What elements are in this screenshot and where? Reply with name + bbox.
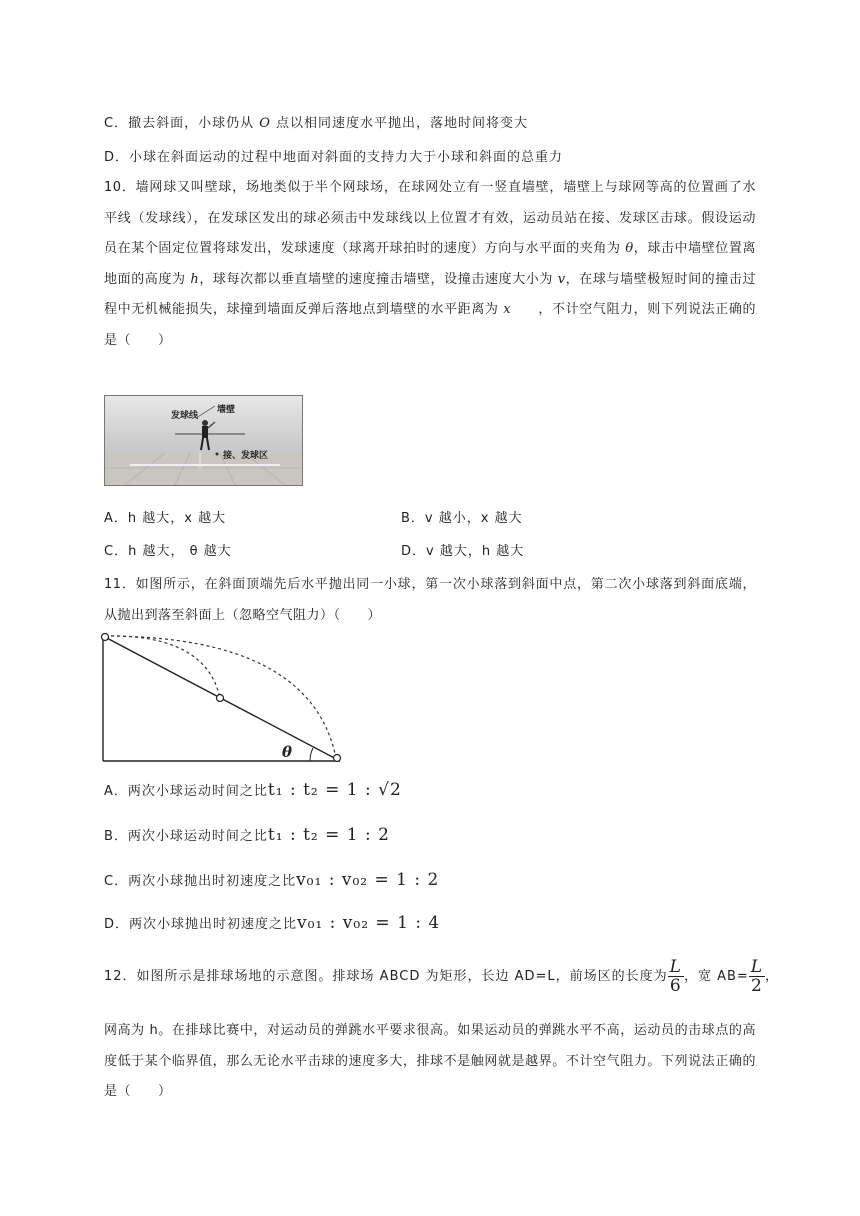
fraction-l-over-6: $\frac{L}{6}$ (669, 957, 682, 996)
option-c-prev: C．撤去斜面，小球仍从 O 点以相同速度水平抛出，落地时间将变大 (104, 116, 529, 131)
ball-bottom (334, 755, 341, 762)
q11-option-a[interactable]: A．两次小球运动时间之比t₁ : t₂ = 1 : √2 (104, 780, 402, 800)
label-serve-line: 发球线 (171, 411, 199, 421)
label-zone: 接、发球区 (223, 451, 269, 461)
label-wall: 墙壁 (217, 405, 236, 415)
q11-option-b[interactable]: B．两次小球运动时间之比t₁ : t₂ = 1 : 2 (104, 825, 390, 845)
q10-option-c[interactable]: C．h 越大， θ 越大 (104, 544, 232, 559)
ball-start (102, 634, 109, 641)
question-12-text: 网高为 h。在排球比赛中，对运动员的弹跳水平要求很高。如果运动员的弹跳水平不高，运动员的击球点的高度低于某个临界值，那么无论水平击球的速度多大，排球不是触网就是越界。不计空气阻力。下列说法正确的是（ ） (104, 1023, 756, 1099)
court-drawing (105, 396, 302, 485)
question-12-line-1: 12．如图所示是排球场地的示意图。排球场 ABCD 为矩形，长边 AD=L，前场区的长度为 $\frac{L}{6}$ ，宽 AB= $\frac{L}{2}$ ， (104, 957, 780, 996)
variable-o: O (259, 116, 271, 131)
fraction-l-over-2: $\frac{L}{2}$ (750, 957, 764, 996)
question-10-text: 10．墙网球又叫壁球，场地类似于半个网球场，在球网处立有一竖直墙壁，墙壁上与球网等高的位置画了水平线（发球线），在发球区发出的球必须击中发球线以上位置才有效，运动员站在接、发球区击球。假设运动员在某个固定位置将球发出，发球速度（球离开球拍时的速度）方向与水平面的夹角为 θ，球击中墙壁位置离地面的高度为 h，球每次都以垂直墙壁的速度撞击墙壁，设撞击速度大小为 v，在球与墙壁极短时间的撞击过程中无机械能损失，球撞到墙面反弹后落地点到墙壁的水平距离为 x ，不计空气阻力，则下列说法正确的是（ ） (104, 180, 756, 348)
math-a: t₁ : t₂ = 1 : √2 (267, 780, 402, 800)
q10-option-a[interactable]: A．h 越大，x 越大 (104, 511, 227, 526)
q10-option-b[interactable]: B．v 越小，x 越大 (401, 511, 523, 526)
q10-option-d[interactable]: D．v 越大，h 越大 (401, 544, 525, 559)
math-d: v₀₁ : v₀₂ = 1 : 4 (297, 913, 441, 933)
ball-midpoint (217, 695, 224, 702)
option-d-prev: D．小球在斜面运动的过程中地面对斜面的支持力大于小球和斜面的总重力 (104, 150, 564, 165)
math-b: t₁ : t₂ = 1 : 2 (267, 825, 390, 845)
squash-court-photo (104, 395, 303, 486)
question-11-text: 11．如图所示，在斜面顶端先后水平抛出同一小球，第一次小球落到斜面中点，第二次小球落到斜面底端，从抛出到落至斜面上（忽略空气阻力）（ ） (104, 577, 756, 623)
q11-option-c[interactable]: C．两次小球抛出时初速度之比v₀₁ : v₀₂ = 1 : 2 (104, 870, 440, 890)
angle-theta-label: θ (282, 743, 293, 761)
incline-diagram (96, 628, 350, 768)
q11-option-d[interactable]: D．两次小球抛出时初速度之比v₀₁ : v₀₂ = 1 : 4 (104, 913, 441, 933)
math-c: v₀₁ : v₀₂ = 1 : 2 (296, 870, 440, 890)
